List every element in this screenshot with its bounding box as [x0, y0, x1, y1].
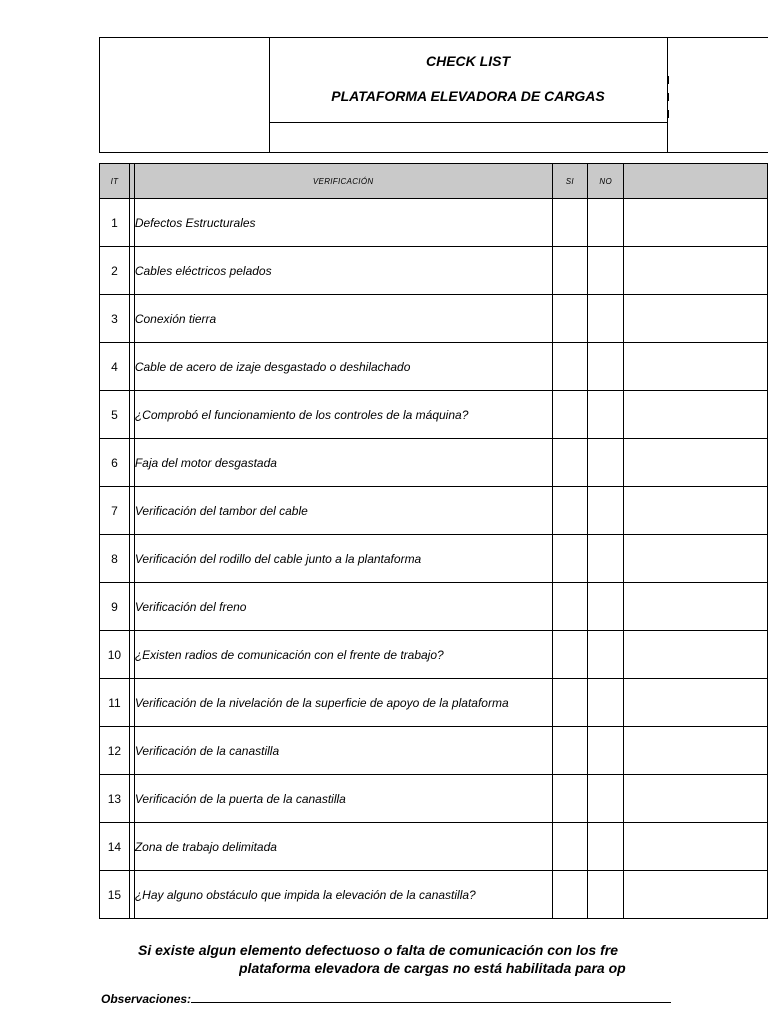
- row-verification-text: ¿Existen radios de comunicación con el frente de trabajo?: [134, 631, 552, 679]
- si-checkbox-cell[interactable]: [552, 823, 588, 871]
- logo-cell: [100, 38, 270, 152]
- si-checkbox-cell[interactable]: [552, 679, 588, 727]
- no-checkbox-cell[interactable]: [588, 247, 624, 295]
- row-item-number: 11: [100, 679, 130, 727]
- si-checkbox-cell[interactable]: [552, 631, 588, 679]
- clipped-text-fragment: [667, 91, 675, 103]
- row-verification-text: Verificación de la nivelación de la superficie de apoyo de la plataforma: [134, 679, 552, 727]
- row-item-number: 5: [100, 391, 130, 439]
- clipped-text-fragment: [667, 108, 675, 120]
- extra-cell[interactable]: [624, 247, 768, 295]
- si-checkbox-cell[interactable]: [552, 343, 588, 391]
- extra-cell[interactable]: [624, 343, 768, 391]
- table-row: [100, 295, 768, 343]
- table-row: [100, 871, 768, 919]
- table-row: [100, 775, 768, 823]
- row-item-number: 12: [100, 727, 130, 775]
- row-item-number: 15: [100, 871, 130, 919]
- si-checkbox-cell[interactable]: [552, 775, 588, 823]
- row-item-number: 10: [100, 631, 130, 679]
- si-checkbox-cell[interactable]: [552, 199, 588, 247]
- row-verification-text: Verificación de la canastilla: [134, 727, 552, 775]
- no-checkbox-cell[interactable]: [588, 391, 624, 439]
- no-checkbox-cell[interactable]: [588, 679, 624, 727]
- no-checkbox-cell[interactable]: [588, 631, 624, 679]
- si-checkbox-cell[interactable]: [552, 583, 588, 631]
- row-item-number: 13: [100, 775, 130, 823]
- column-header-no: NO: [588, 164, 624, 199]
- observations-label: Observaciones:: [101, 992, 192, 1006]
- row-item-number: 6: [100, 439, 130, 487]
- table-row: [100, 679, 768, 727]
- si-checkbox-cell[interactable]: [552, 391, 588, 439]
- column-header-extra: [624, 164, 768, 199]
- extra-cell[interactable]: [624, 583, 768, 631]
- table-row: [100, 247, 768, 295]
- row-verification-text: Cable de acero de izaje desgastado o deshilachado: [134, 343, 552, 391]
- si-checkbox-cell[interactable]: [552, 247, 588, 295]
- column-header-verification: VERIFICACIÓN: [134, 164, 552, 199]
- extra-cell[interactable]: [624, 631, 768, 679]
- header-empty-cell: [269, 122, 668, 152]
- row-item-number: 9: [100, 583, 130, 631]
- table-header-row: [100, 164, 768, 199]
- row-item-number: 1: [100, 199, 130, 247]
- row-verification-text: Verificación del freno: [134, 583, 552, 631]
- row-verification-text: Zona de trabajo delimitada: [134, 823, 552, 871]
- extra-cell[interactable]: [624, 199, 768, 247]
- row-verification-text: Cables eléctricos pelados: [134, 247, 552, 295]
- extra-cell[interactable]: [624, 775, 768, 823]
- table-row: [100, 727, 768, 775]
- no-checkbox-cell[interactable]: [588, 727, 624, 775]
- extra-cell[interactable]: [624, 823, 768, 871]
- extra-cell[interactable]: [624, 295, 768, 343]
- row-item-number: 3: [100, 295, 130, 343]
- si-checkbox-cell[interactable]: [552, 439, 588, 487]
- si-checkbox-cell[interactable]: [552, 295, 588, 343]
- warning-line-2: plataforma elevadora de cargas no está habilitada para op: [239, 960, 626, 976]
- table-row: [100, 199, 768, 247]
- extra-cell[interactable]: [624, 391, 768, 439]
- row-item-number: 7: [100, 487, 130, 535]
- row-verification-text: Verificación del rodillo del cable junto a la plantaforma: [134, 535, 552, 583]
- row-item-number: 14: [100, 823, 130, 871]
- no-checkbox-cell[interactable]: [588, 823, 624, 871]
- no-checkbox-cell[interactable]: [588, 439, 624, 487]
- extra-cell[interactable]: [624, 679, 768, 727]
- no-checkbox-cell[interactable]: [588, 295, 624, 343]
- row-verification-text: Defectos Estructurales: [134, 199, 552, 247]
- document-title: CHECK LIST: [426, 53, 510, 69]
- column-header-si: SI: [552, 164, 588, 199]
- extra-cell[interactable]: [624, 439, 768, 487]
- row-verification-text: ¿Hay alguno obstáculo que impida la elevación de la canastilla?: [134, 871, 552, 919]
- si-checkbox-cell[interactable]: [552, 727, 588, 775]
- row-verification-text: Conexión tierra: [134, 295, 552, 343]
- row-verification-text: ¿Comprobó el funcionamiento de los controles de la máquina?: [134, 391, 552, 439]
- extra-cell[interactable]: [624, 727, 768, 775]
- no-checkbox-cell[interactable]: [588, 871, 624, 919]
- no-checkbox-cell[interactable]: [588, 775, 624, 823]
- table-row: [100, 583, 768, 631]
- document-subtitle: PLATAFORMA ELEVADORA DE CARGAS: [331, 88, 605, 104]
- row-item-number: 4: [100, 343, 130, 391]
- no-checkbox-cell[interactable]: [588, 583, 624, 631]
- si-checkbox-cell[interactable]: [552, 487, 588, 535]
- row-item-number: 8: [100, 535, 130, 583]
- table-row: [100, 391, 768, 439]
- row-verification-text: Faja del motor desgastada: [134, 439, 552, 487]
- row-verification-text: Verificación de la puerta de la canastilla: [134, 775, 552, 823]
- si-checkbox-cell[interactable]: [552, 535, 588, 583]
- table-row: [100, 439, 768, 487]
- extra-cell[interactable]: [624, 535, 768, 583]
- table-row: [100, 631, 768, 679]
- extra-cell[interactable]: [624, 487, 768, 535]
- title-cell: [269, 38, 668, 123]
- row-verification-text: Verificación del tambor del cable: [134, 487, 552, 535]
- no-checkbox-cell[interactable]: [588, 535, 624, 583]
- observations-field: [101, 992, 768, 1006]
- no-checkbox-cell[interactable]: [588, 343, 624, 391]
- no-checkbox-cell[interactable]: [588, 199, 624, 247]
- document-header: [99, 37, 768, 153]
- observations-line[interactable]: [191, 992, 671, 1003]
- table-row: [100, 823, 768, 871]
- table-row: [100, 487, 768, 535]
- no-checkbox-cell[interactable]: [588, 487, 624, 535]
- extra-cell[interactable]: [624, 871, 768, 919]
- warning-line-1: Si existe algun elemento defectuoso o falta de comunicación con los fre: [138, 942, 618, 958]
- column-header-it: IT: [100, 164, 130, 199]
- table-row: [100, 343, 768, 391]
- row-item-number: 2: [100, 247, 130, 295]
- clipped-text-fragment: [667, 74, 675, 86]
- checklist-table: [99, 163, 768, 919]
- table-row: [100, 535, 768, 583]
- si-checkbox-cell[interactable]: [552, 871, 588, 919]
